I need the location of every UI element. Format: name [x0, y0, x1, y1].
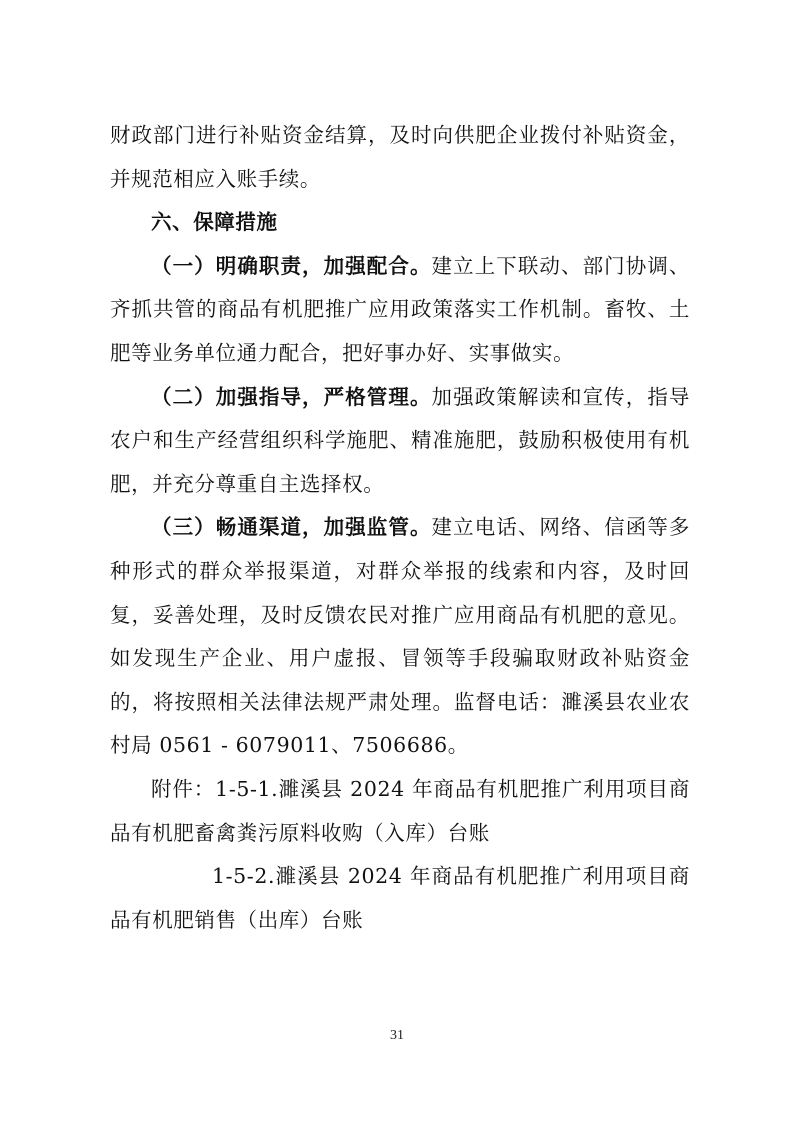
- item-3-lead: （三）畅通渠道，加强监管。: [151, 515, 432, 540]
- page-number: 31: [390, 1028, 404, 1043]
- section-heading: 六、保障措施: [151, 210, 278, 235]
- item-2-text: 加强政策解读和宣传，指导农户和生产经营组织科学施肥、精准施肥，鼓励积极使用有机肥，并充分尊重自主选择权。: [110, 384, 690, 496]
- item-1-lead: （一）明确职责，加强配合。: [151, 253, 432, 278]
- paragraph-continuation: 财政部门进行补贴资金结算，及时向供肥企业拨付补贴资金，并规范相应入账手续。: [110, 123, 690, 191]
- paragraph-item-2: [110, 376, 690, 507]
- paragraph-item-1: [110, 245, 690, 376]
- item-1-text: 建立上下联动、部门协调、齐抓共管的商品有机肥推广应用政策落实工作机制。畜牧、土肥等业务单位通力配合，把好事办好、实事做实。: [110, 253, 690, 365]
- attachment-1: 附件：1-5-1.濉溪县 2024 年商品有机肥推广利用项目商品有机肥畜禽粪污原料收购（入库）台账: [110, 776, 690, 845]
- item-2-lead: （二）加强指导，严格管理。: [151, 384, 432, 409]
- item-3-text: 建立电话、网络、信函等多种形式的群众举报渠道，对群众举报的线索和内容，及时回复，妥善处理，及时反馈农民对推广应用商品有机肥的意见。如发现生产企业、用户虚报、冒领等手段骗取财政补贴资金的，将按照相关法律法规严肃处理。监督电话：濉溪县农业农村局 0561 - 6079011、7506686。: [110, 515, 690, 758]
- document-body: [110, 114, 690, 942]
- paragraph-item-3: [110, 506, 690, 768]
- attachment-2: 1-5-2.濉溪县 2024 年商品有机肥推广利用项目商品有机肥销售（出库）台账: [110, 864, 690, 932]
